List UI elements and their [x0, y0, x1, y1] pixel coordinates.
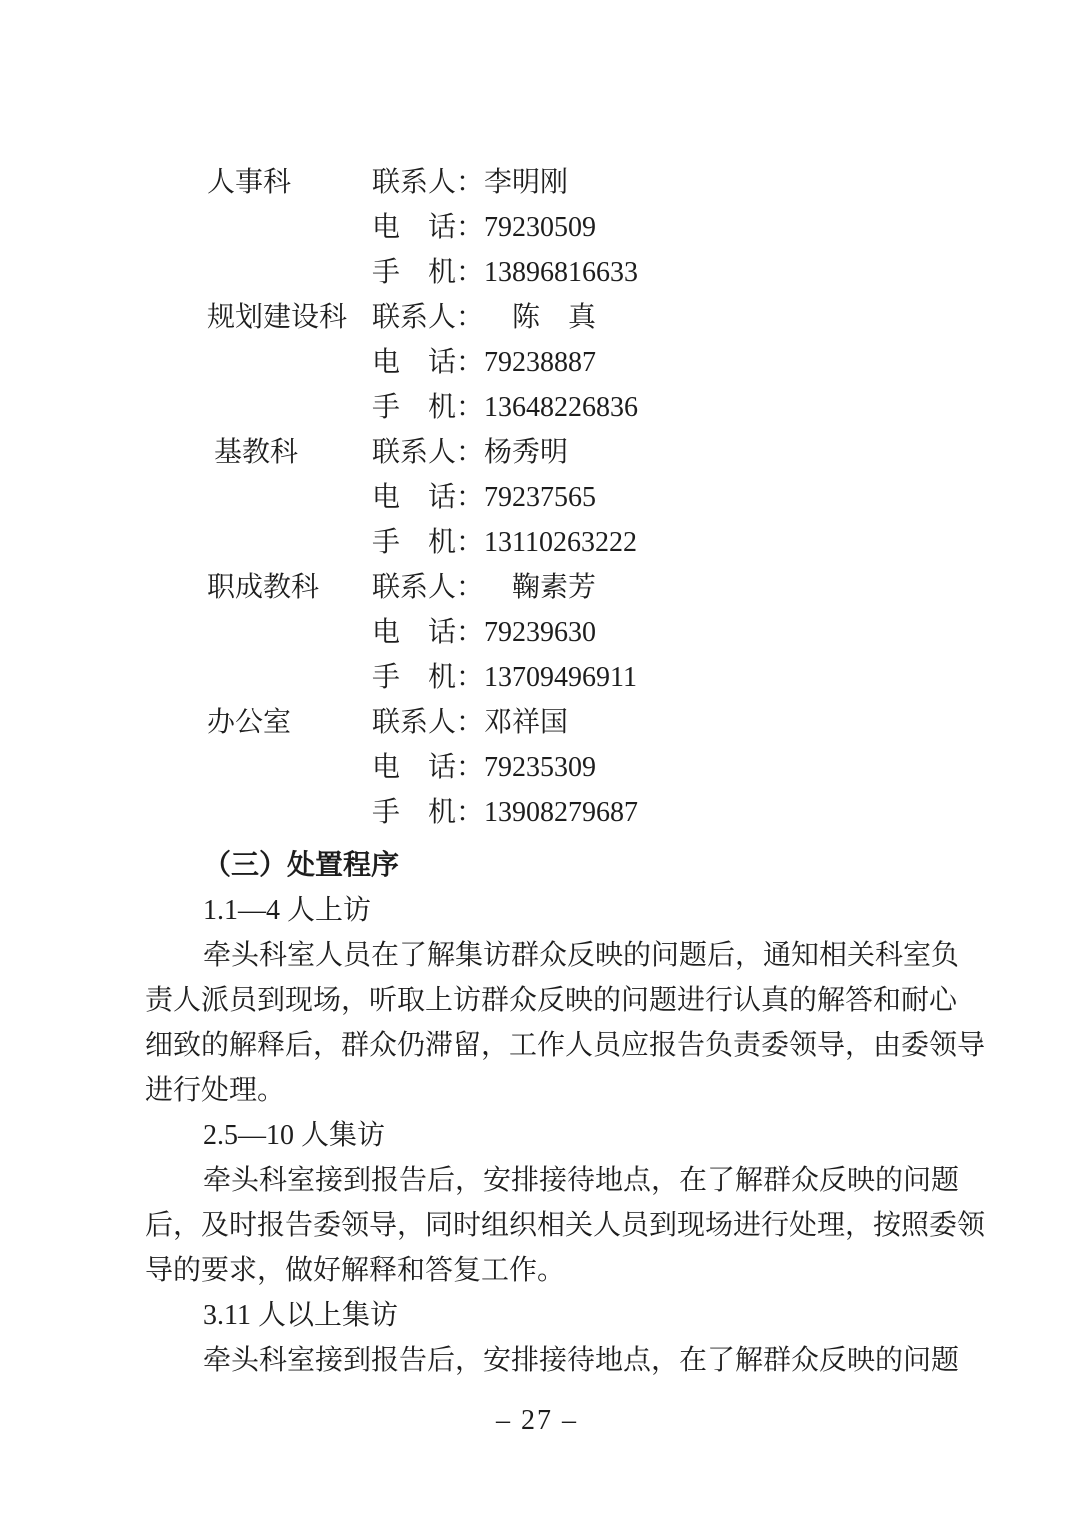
contact-row — [145, 610, 945, 655]
department-name: 规划建设科 — [207, 302, 348, 333]
contact-row — [145, 475, 945, 520]
contact-field-label: 联系人： — [372, 437, 485, 468]
contact-row — [145, 295, 945, 340]
contact-field-label: 联系人： — [372, 167, 485, 198]
contact-field-label: 手 机： — [372, 662, 485, 693]
procedure-paragraph — [145, 933, 986, 1113]
contact-row — [145, 520, 945, 565]
contact-row — [145, 205, 945, 250]
contact-field-label: 电 话： — [372, 617, 485, 648]
contact-field-value: 79235309 — [484, 752, 597, 783]
contact-row — [145, 430, 945, 475]
contact-field-value: 陈 真 — [484, 302, 597, 333]
contact-row — [145, 565, 945, 610]
text-line: 细致的解释后，群众仍滞留，工作人员应报告负责委领导，由委领导 — [145, 1030, 986, 1061]
department-name — [207, 205, 372, 250]
text-line: 牵头科室接到报告后，安排接待地点，在了解群众反映的问题 — [203, 1165, 960, 1196]
department-name — [207, 385, 372, 430]
department-name: 人事科 — [207, 167, 292, 198]
contact-field-value: 79239630 — [484, 617, 597, 648]
contact-field-value: 邓祥国 — [484, 707, 569, 738]
department-name — [207, 655, 372, 700]
contact-field-label: 电 话： — [372, 347, 485, 378]
procedure-paragraph — [145, 1338, 960, 1383]
text-line: 导的要求，做好解释和答复工作。 — [145, 1255, 566, 1286]
contact-field-label: 手 机： — [372, 392, 485, 423]
contact-row — [145, 700, 945, 745]
contact-field-value: 79237565 — [484, 482, 597, 513]
page-number: – 27 – — [496, 1405, 578, 1436]
department-name — [207, 340, 372, 385]
contact-field-label: 手 机： — [372, 797, 485, 828]
department-name: 办公室 — [207, 707, 292, 738]
department-name — [207, 790, 372, 835]
text-line: 责人派员到现场，听取上访群众反映的问题进行认真的解答和耐心 — [145, 985, 958, 1016]
contact-field-label: 手 机： — [372, 527, 485, 558]
text-line: 进行处理。 — [145, 1075, 286, 1106]
text-line: 牵头科室人员在了解集访群众反映的问题后，通知相关科室负 — [203, 940, 960, 971]
page-content — [145, 160, 986, 1383]
contact-field-value: 鞠素芳 — [484, 572, 597, 603]
contact-row — [145, 790, 945, 835]
contact-field-value: 李明刚 — [484, 167, 569, 198]
procedure-item-2 — [145, 1113, 986, 1293]
contact-row — [145, 340, 945, 385]
text-line: 后，及时报告委领导，同时组织相关人员到现场进行处理，按照委领 — [145, 1210, 986, 1241]
department-name — [207, 520, 372, 565]
department-name: 基教科 — [207, 437, 299, 468]
contact-field-value: 杨秀明 — [484, 437, 569, 468]
contact-field-label: 电 话： — [372, 752, 485, 783]
procedure-item-title: 1.1—4 人上访 — [203, 895, 372, 926]
procedure-item-title: 2.5—10 人集访 — [203, 1120, 386, 1151]
contact-field-label: 电 话： — [372, 212, 485, 243]
contact-field-value: 79238887 — [484, 347, 597, 378]
contact-row — [145, 385, 945, 430]
contact-row — [145, 160, 945, 205]
department-name — [207, 475, 372, 520]
text-line: 牵头科室接到报告后，安排接待地点，在了解群众反映的问题 — [203, 1345, 960, 1376]
department-name — [207, 610, 372, 655]
section-heading: （三）处置程序 — [203, 850, 400, 881]
contact-field-value: 79230509 — [484, 212, 597, 243]
department-name — [207, 745, 372, 790]
procedure-item-3 — [145, 1293, 960, 1383]
contact-row — [145, 250, 945, 295]
contact-field-label: 电 话： — [372, 482, 485, 513]
department-name — [207, 250, 372, 295]
department-name: 职成教科 — [207, 572, 320, 603]
contact-field-label: 联系人： — [372, 572, 485, 603]
contact-field-label: 手 机： — [372, 257, 485, 288]
contact-field-value: 13648226836 — [484, 392, 639, 423]
contact-field-label: 联系人： — [372, 302, 485, 333]
contact-field-value: 13908279687 — [484, 797, 639, 828]
procedure-item-1 — [145, 888, 986, 1113]
procedure-item-title: 3.11 人以上集访 — [203, 1300, 398, 1331]
procedure-paragraph — [145, 1158, 986, 1293]
contact-field-label: 联系人： — [372, 707, 485, 738]
contact-field-value: 13896816633 — [484, 257, 639, 288]
contact-field-value: 13709496911 — [484, 662, 637, 693]
contact-field-value: 13110263222 — [484, 527, 637, 558]
contact-row — [145, 745, 945, 790]
contact-row — [145, 655, 945, 700]
